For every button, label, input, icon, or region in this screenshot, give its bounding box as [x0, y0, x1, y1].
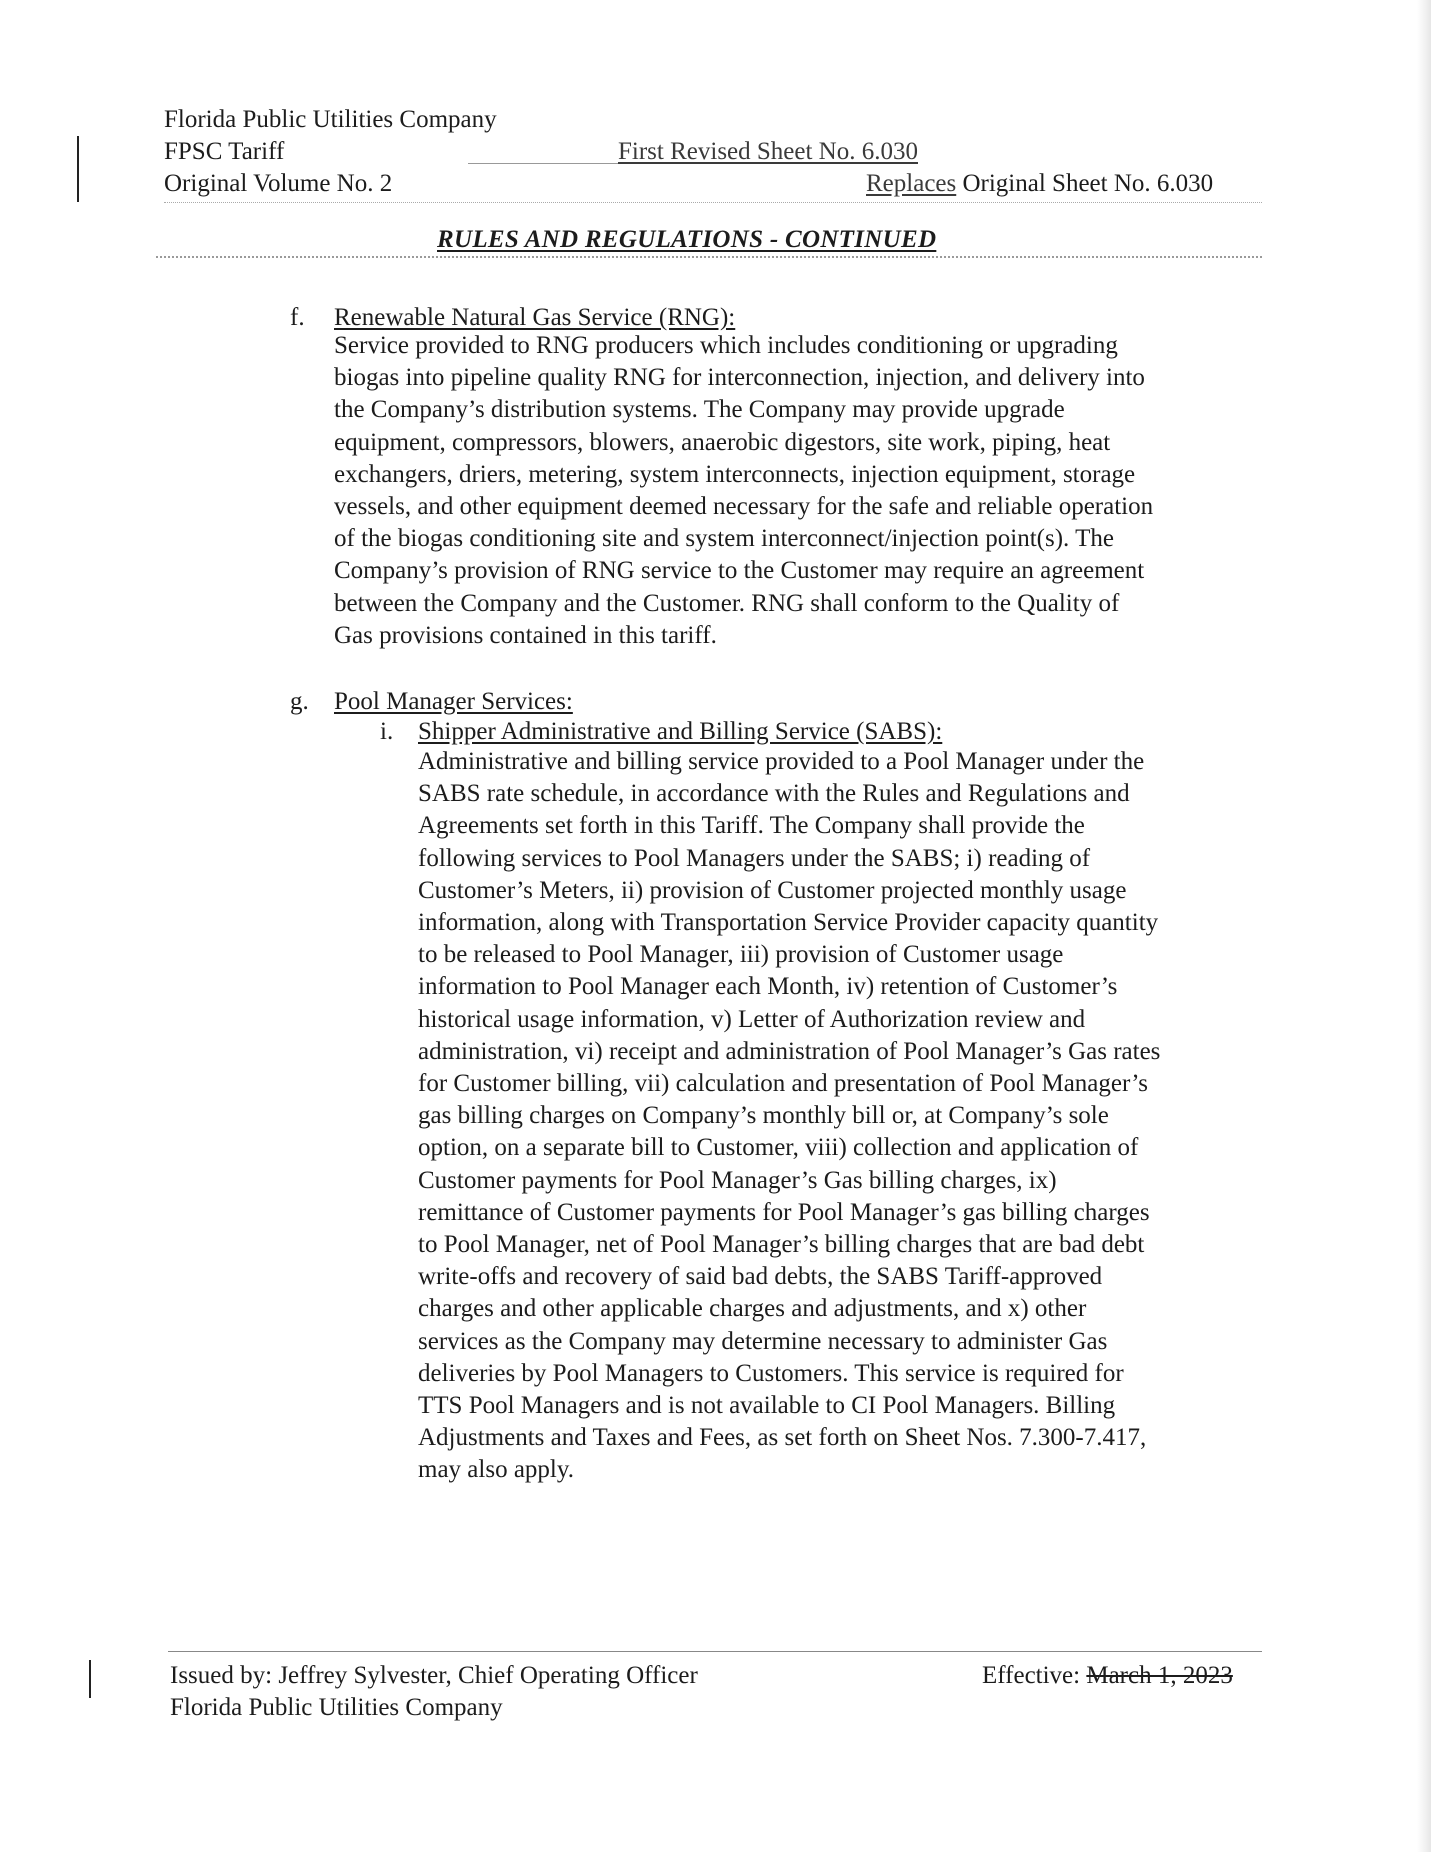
- revision-bar-footer: [89, 1660, 91, 1698]
- footer-rule: [168, 1651, 1262, 1652]
- section-f-marker: f.: [290, 304, 305, 331]
- section-f-line: of the biogas conditioning site and system interconnect/injection point(s). The: [334, 525, 1114, 553]
- header-rule: [164, 202, 1262, 203]
- section-f-line: the Company’s distribution systems. The Company may provide upgrade: [334, 396, 1065, 424]
- section-g-line: SABS rate schedule, in accordance with the Rules and Regulations and: [418, 780, 1130, 808]
- header-replaces: [866, 168, 1213, 200]
- section-g-line: gas billing charges on Company’s monthly bill or, at Company’s sole: [418, 1102, 1109, 1130]
- section-g-line: to Pool Manager, net of Pool Manager’s billing charges that are bad debt: [418, 1231, 1145, 1259]
- section-g-line: deliveries by Pool Managers to Customers. This service is required for: [418, 1359, 1124, 1387]
- replaces-rest: Original Sheet No. 6.030: [962, 170, 1214, 197]
- section-g-line: following services to Pool Managers under the SABS; i) reading of: [418, 844, 1091, 872]
- section-g-line: historical usage information, v) Letter of Authorization review and: [418, 1005, 1086, 1033]
- section-g-line: charges and other applicable charges and adjustments, and x) other: [418, 1295, 1087, 1323]
- section-g-line: to be released to Pool Manager, iii) provision of Customer usage: [418, 941, 1064, 969]
- replaces-word: Replaces: [866, 170, 957, 197]
- section-g-marker: g.: [290, 688, 309, 715]
- section-g-line: administration, vi) receipt and administration of Pool Manager’s Gas rates: [418, 1037, 1161, 1065]
- section-f-line: vessels, and other equipment deemed necessary for the safe and reliable operation: [334, 493, 1154, 521]
- section-g-line: may also apply.: [418, 1456, 574, 1484]
- revision-bar-header: [77, 136, 79, 202]
- section-g-line: Customer’s Meters, ii) provision of Customer projected monthly usage: [418, 876, 1127, 904]
- footer-issued-by: Issued by: Jeffrey Sylvester, Chief Operating Officer: [170, 1662, 698, 1689]
- section-f-line: exchangers, driers, metering, system interconnects, injection equipment, storage: [334, 460, 1136, 488]
- sheet-underline-lead: [468, 163, 620, 164]
- section-f-line: biogas into pipeline quality RNG for interconnection, injection, and delivery into: [334, 364, 1145, 392]
- section-f-heading: Renewable Natural Gas Service (RNG):: [334, 304, 736, 331]
- section-g-line: information, along with Transportation Service Provider capacity quantity: [418, 909, 1159, 937]
- section-g-line: TTS Pool Managers and is not available to CI Pool Managers. Billing: [418, 1392, 1116, 1420]
- page-title: RULES AND REGULATIONS - CONTINUED: [437, 226, 937, 253]
- section-g-sub-heading: Shipper Administrative and Billing Service (SABS):: [418, 718, 943, 745]
- footer-effective: [982, 1660, 1233, 1692]
- footer-company: Florida Public Utilities Company: [170, 1694, 503, 1721]
- section-g-sub-marker: i.: [380, 718, 394, 745]
- effective-label: Effective:: [982, 1662, 1081, 1689]
- section-g-body: [418, 746, 1278, 1487]
- section-f-body: [334, 330, 1264, 652]
- section-g-line: Adjustments and Taxes and Fees, as set forth on Sheet Nos. 7.300-7.417,: [418, 1424, 1147, 1452]
- section-g-line: option, on a separate bill to Customer, viii) collection and application of: [418, 1134, 1139, 1162]
- header-tariff: FPSC Tariff: [164, 138, 285, 165]
- header-volume: Original Volume No. 2: [164, 170, 393, 197]
- section-f-line: Gas provisions contained in this tariff.: [334, 621, 717, 649]
- section-g-line: write-offs and recovery of said bad debts, the SABS Tariff-approved: [418, 1263, 1103, 1291]
- section-f-line: between the Company and the Customer. RNG shall conform to the Quality of: [334, 589, 1120, 617]
- section-g-line: Customer payments for Pool Manager’s Gas billing charges, ix): [418, 1166, 1057, 1194]
- scan-edge: [1417, 0, 1431, 1852]
- section-g-heading: Pool Manager Services:: [334, 688, 573, 715]
- section-f-line: Company’s provision of RNG service to the Customer may require an agreement: [334, 557, 1145, 585]
- section-g-line: Administrative and billing service provided to a Pool Manager under the: [418, 748, 1145, 775]
- header-sheet-number: First Revised Sheet No. 6.030: [618, 138, 918, 165]
- section-f-line: equipment, compressors, blowers, anaerobic digestors, site work, piping, heat: [334, 428, 1111, 456]
- title-rule: [156, 256, 1262, 258]
- effective-date-struck: March 1, 2023: [1086, 1662, 1233, 1689]
- section-g-line: for Customer billing, vii) calculation and presentation of Pool Manager’s: [418, 1070, 1148, 1098]
- header-company: Florida Public Utilities Company: [164, 106, 497, 133]
- section-g-line: Agreements set forth in this Tariff. The Company shall provide the: [418, 812, 1085, 840]
- section-g-line: services as the Company may determine necessary to administer Gas: [418, 1327, 1108, 1355]
- section-g-line: remittance of Customer payments for Pool Manager’s gas billing charges: [418, 1198, 1150, 1226]
- section-g-line: information to Pool Manager each Month, iv) retention of Customer’s: [418, 973, 1118, 1001]
- section-f-line: Service provided to RNG producers which includes conditioning or upgrading: [334, 332, 1118, 359]
